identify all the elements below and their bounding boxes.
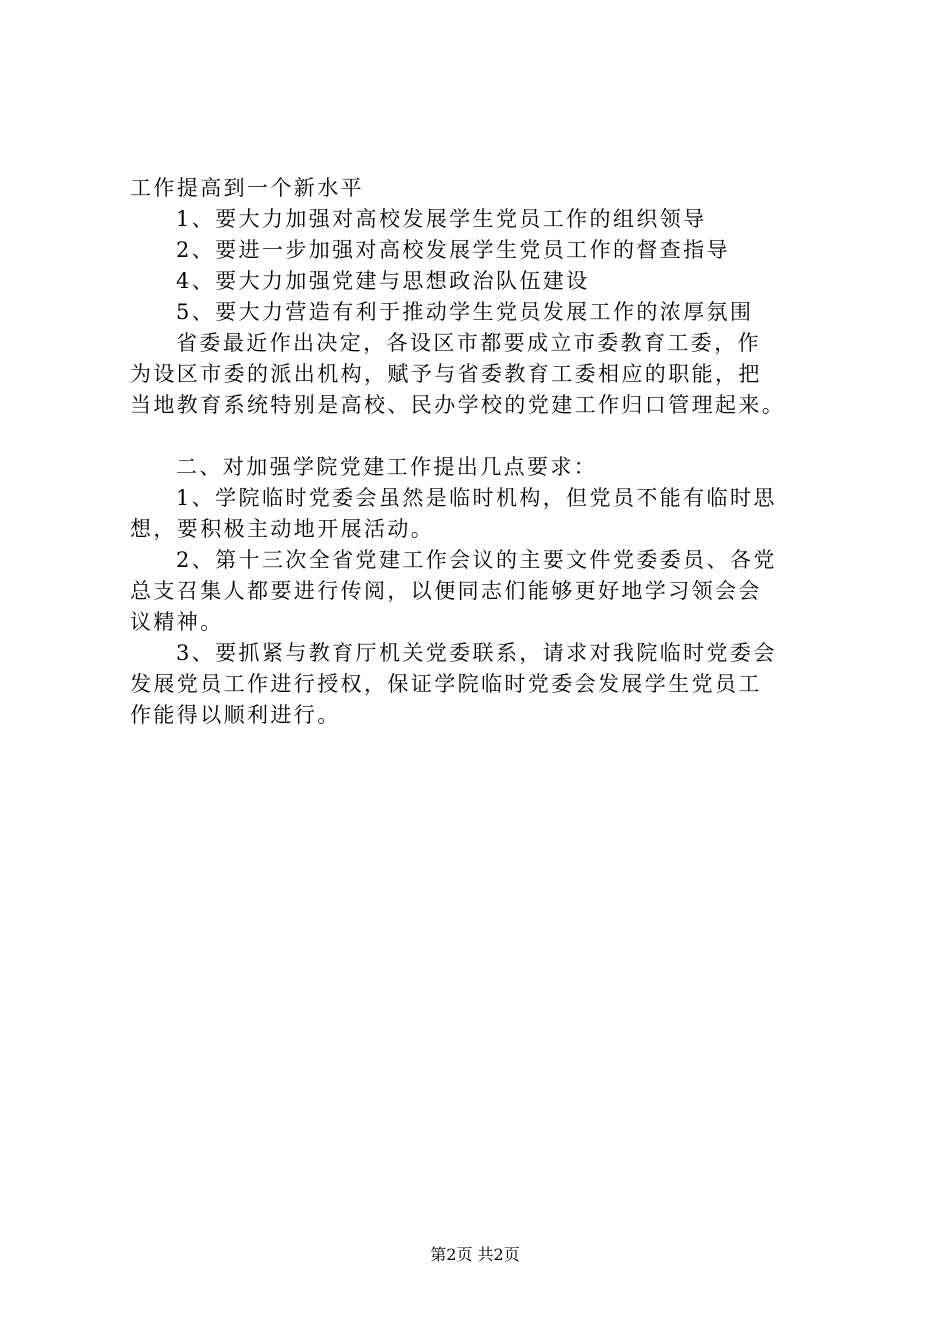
text-line: 想，要积极主动地开展活动。 <box>130 517 435 541</box>
text-line: 4、要大力加强党建与思想政治队伍建设 <box>176 269 590 293</box>
text-line: 2、要进一步加强对高校发展学生党员工作的督查指导 <box>176 238 730 262</box>
text-line: 1、学院临时党委会虽然是临时机构，但党员不能有临时思 <box>176 486 777 510</box>
text-line: 2、第十三次全省党建工作会议的主要文件党委委员、各党 <box>176 548 777 572</box>
text-line: 当地教育系统特别是高校、民办学校的党建工作归口管理起来。 <box>130 393 786 417</box>
text-line: 作能得以顺利进行。 <box>130 703 341 727</box>
text-line: 3、要抓紧与教育厅机关党委联系，请求对我院临时党委会 <box>176 641 777 665</box>
text-line: 工作提高到一个新水平 <box>130 176 364 200</box>
document-body <box>130 173 830 731</box>
text-line: 总支召集人都要进行传阅，以便同志们能够更好地学习领会会 <box>130 579 762 603</box>
text-line: 5、要大力营造有利于推动学生党员发展工作的浓厚氛围 <box>176 300 754 324</box>
page-number: 第2页 共2页 <box>430 1245 520 1264</box>
text-line: 1、要大力加强对高校发展学生党员工作的组织领导 <box>176 207 707 231</box>
text-line: 省委最近作出决定，各设区市都要成立市委教育工委，作 <box>176 331 761 355</box>
paragraph-spacer <box>130 421 830 452</box>
section-heading: 二、对加强学院党建工作提出几点要求： <box>176 455 598 479</box>
text-line: 发展党员工作进行授权，保证学院临时党委会发展学生党员工 <box>130 672 762 696</box>
text-line: 议精神。 <box>130 610 224 634</box>
text-line: 为设区市委的派出机构，赋予与省委教育工委相应的职能，把 <box>130 362 762 386</box>
